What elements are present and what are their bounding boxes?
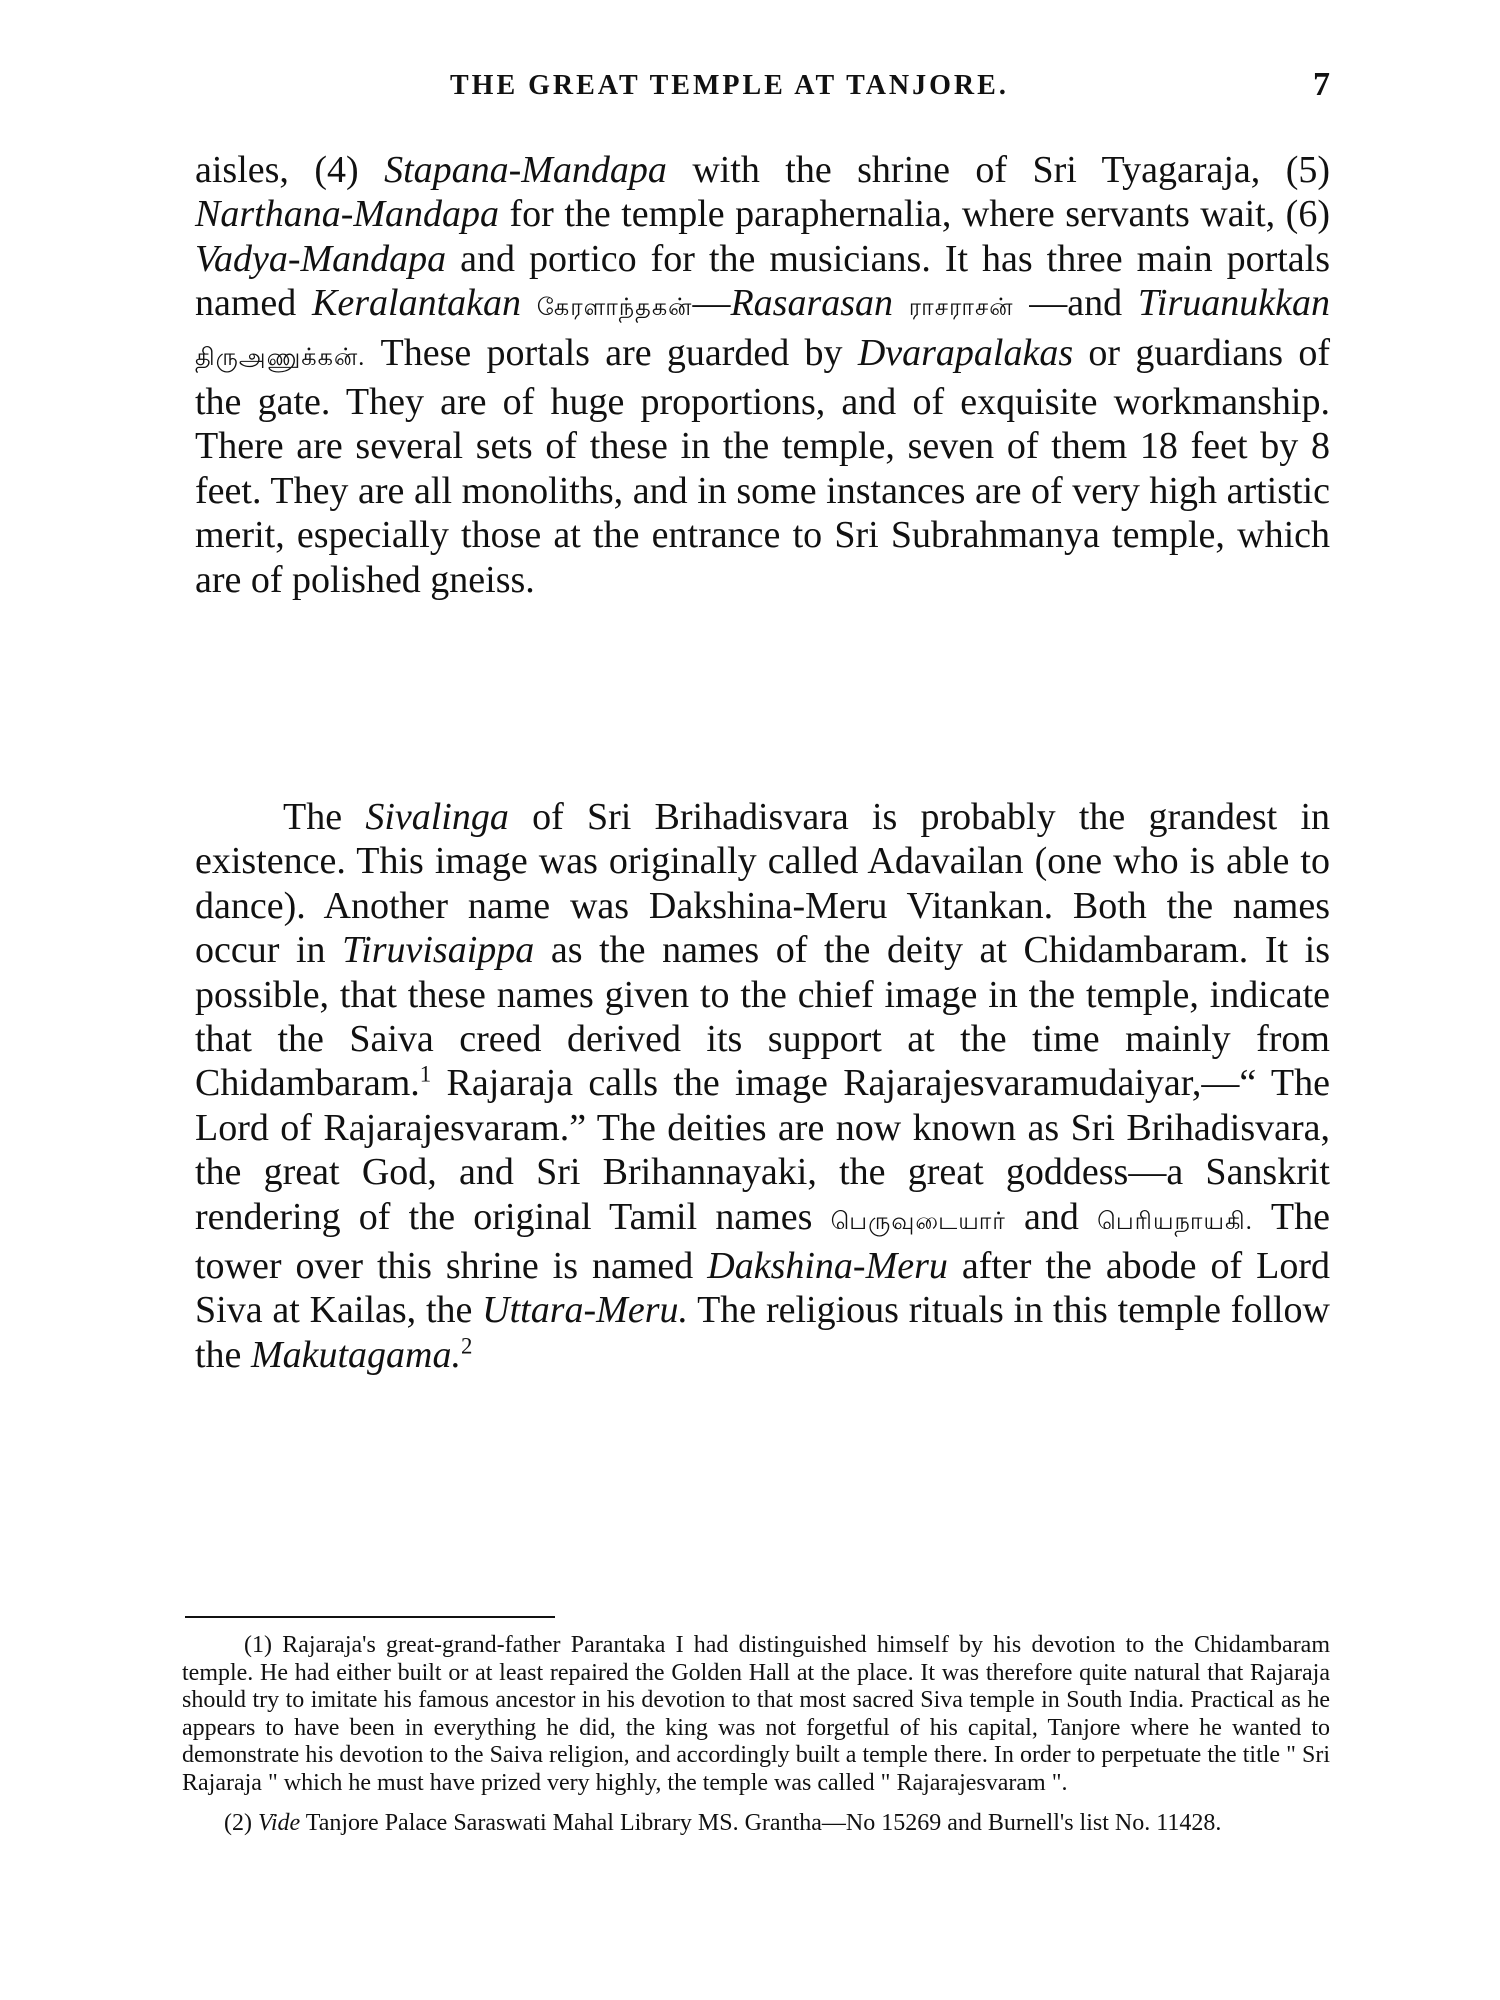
footnotes bbox=[182, 1632, 1330, 1837]
text-run: with the shrine of Sri Tyagaraja, (5) bbox=[666, 149, 1330, 191]
page-number: 7 bbox=[1313, 66, 1330, 103]
tamil-term: கேரளாந்தகன் bbox=[536, 295, 693, 322]
italic-term: Tiruvisaippa bbox=[342, 929, 535, 972]
footnote-ref: 2 bbox=[460, 1333, 473, 1359]
text-run: as the names of the deity at Chidambaram. It is possible, that these names given to the chief image in the temple, indicate that the Saiva creed derived its support at the time mainly from Chidambaram. bbox=[195, 929, 1331, 1105]
running-title: THE GREAT TEMPLE AT TANJORE. bbox=[450, 70, 1009, 101]
text-run: Tanjore Palace Saraswati Mahal Library MS. Grantha—No 15269 and Burnell's list No. 11428. bbox=[300, 1809, 1222, 1836]
tamil-term: ராசராசன் bbox=[908, 295, 1014, 322]
italic-term: Keralantakan bbox=[312, 282, 522, 325]
italic-term: Rasarasan bbox=[730, 282, 894, 325]
italic-term: Narthana-Mandapa bbox=[195, 193, 499, 236]
footnote-ref: 1 bbox=[419, 1061, 432, 1087]
tamil-term: பெருவுடையார் bbox=[830, 1208, 1006, 1235]
footnote-2 bbox=[182, 1810, 1330, 1838]
paragraph-sivalinga bbox=[195, 795, 1330, 1377]
text-run: The tower over this shrine is named bbox=[195, 1195, 1331, 1288]
footnote-divider bbox=[185, 1616, 555, 1618]
text-run: — bbox=[692, 282, 731, 325]
text-run: The bbox=[283, 796, 366, 838]
italic-term: Uttara-Meru. bbox=[482, 1289, 688, 1332]
text-run: or guardians of the gate. They are of huge proportions, and of exquisite workmanship. There are several sets of these in the temple, seven of them 18 feet by 8 feet. They are all monoliths, and in some instances are of very high artistic merit, especially those at the entrance to Sri Subrahmanya temple, which are of polished gneiss. bbox=[195, 331, 1330, 601]
italic-term: Sivalinga bbox=[365, 796, 509, 838]
italic-term: Dakshina-Meru bbox=[707, 1245, 948, 1288]
tamil-term: திருஅணுக்கன். bbox=[195, 344, 366, 371]
text-run: —and bbox=[1013, 282, 1138, 325]
italic-term: Tiruanukkan bbox=[1137, 282, 1331, 325]
text-run: The religious rituals in this temple follow the bbox=[195, 1289, 1330, 1376]
text-run: for the temple paraphernalia, where servants wait, (6) bbox=[499, 193, 1330, 236]
tamil-term: பெரியநாயகி. bbox=[1097, 1208, 1253, 1235]
text-run: aisles, (4) bbox=[195, 149, 385, 191]
text-run: of Sri Brihadisvara is probably the grandest in existence. This image was originally called Adavailan (one who is able to dance). Another name was Dakshina-Meru Vitankan. Both the names occur in bbox=[195, 796, 1331, 972]
paragraph-portals bbox=[195, 148, 1330, 602]
text-run: and bbox=[1005, 1195, 1098, 1238]
italic-term: Dvarapalakas bbox=[857, 331, 1074, 374]
italic-term: Vide bbox=[257, 1809, 301, 1836]
text-run: These portals are guarded by bbox=[365, 331, 858, 374]
text-run: after the abode of Lord Siva at Kailas, the bbox=[195, 1245, 1331, 1332]
text-run: and portico for the musicians. It has three main portals named bbox=[195, 237, 1330, 325]
italic-term: Makutagama. bbox=[250, 1333, 461, 1376]
text-run: Rajaraja calls the image Rajarajesvaramudaiyar,—“ The Lord of Rajarajesvaram.” The deities are now known as Sri Brihadisvara, the great God, and Sri Brihannayaki, the great goddess—a Sanskrit rendering of the original Tamil names bbox=[195, 1062, 1330, 1238]
footnote-number: (2) bbox=[224, 1809, 258, 1836]
running-head bbox=[190, 66, 1330, 110]
footnote-1: (1) Rajaraja's great-grand-father Parantaka I had distinguished himself by his devotion to the Chidambaram temple. He had either built or at least repaired the Golden Hall at the place. It was therefore quite natural that Rajaraja should try to imitate his famous ancestor in his devotion to that most sacred Siva temple in South India. Practical as he appears to have been in everything he did, the king was not forgetful of his capital, Tanjore where he wanted to demonstrate his devotion to the Saiva religion, and accordingly built a temple there. In order to perpetuate the title " Sri Rajaraja " which he must have prized very highly, the temple was called " Rajarajesvaram ". bbox=[182, 1632, 1330, 1796]
italic-term: Stapana-Mandapa bbox=[384, 149, 667, 191]
italic-term: Vadya-Mandapa bbox=[195, 237, 447, 280]
